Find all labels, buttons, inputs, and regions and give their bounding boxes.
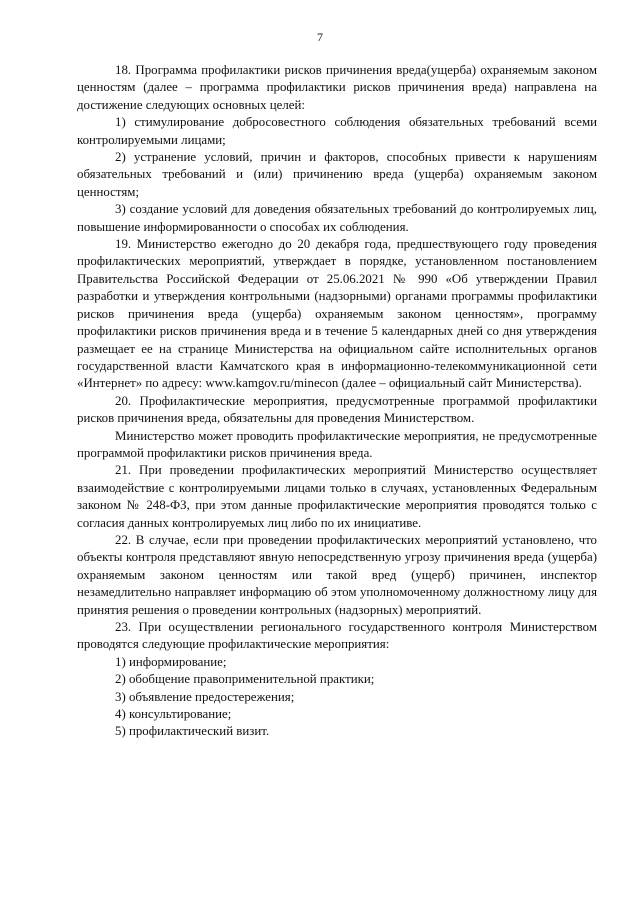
paragraph-18-item-2: 2) устранение условий, причин и факторов, способных привести к нарушениям обязательных требований и (или) причинению вреда (ущерба) охраняемым законом ценностям;: [77, 150, 597, 199]
paragraph-21: 21. При проведении профилактических мероприятий Министерство осуществляет взаимодействие с контролируемыми лицами только в случаях, установленных Федеральным законом № 248-ФЗ, при этом данные профилактические мероприятия проводятся только с согласия данных контролируемых лиц либо по их инициативе.: [77, 463, 597, 530]
paragraph-19: 19. Министерство ежегодно до 20 декабря года, предшествующего году проведения профилактических мероприятий, утверждает в порядке, установленном постановлением Правительства Российской Федерации от 25.06.2021 № 990 «Об утверждении Правил разработки и утверждения контрольными (надзорными) органами программы профилактики рисков причинения вреда (ущерба) охраняемым законом ценностям», программу профилактики рисков причинения вреда и в течение 5 календарных дней со дня утверждения размещает ее на странице Министерства на официальном сайте исполнительных органов государственной власти Камчатского края в информационно-телекоммуникационной сети «Интернет» по адресу: www.kamgov.ru/minecon (далее – официальный сайт Министерства).: [77, 237, 597, 391]
paragraph-18: 18. Программа профилактики рисков причинения вреда(ущерба) охраняемым законом ценностям (далее – программа профилактики рисков причинения вреда) направлена на достижение следующих основных целей:: [77, 63, 597, 112]
paragraph-23-item-5: 5) профилактический визит.: [115, 724, 270, 739]
paragraph-23-item-1: 1) информирование;: [115, 654, 227, 669]
paragraph-23: 23. При осуществлении регионального государственного контроля Министерством проводятся следующие профилактические мероприятия:: [77, 620, 597, 652]
paragraph-20-note: Министерство может проводить профилактические мероприятия, не предусмотренные программой профилактики рисков причинения вреда.: [77, 428, 597, 460]
document-body: [77, 62, 597, 741]
paragraph-20: 20. Профилактические мероприятия, предусмотренные программой профилактики рисков причинения вреда, обязательны для проведения Министерством.: [77, 393, 597, 426]
page-number: 7: [317, 30, 323, 44]
paragraph-23-item-4: 4) консультирование;: [115, 707, 232, 722]
paragraph-22: 22. В случае, если при проведении профилактических мероприятий установлено, что объекты контроля представляют явную непосредственную угрозу причинения вреда (ущерба) охраняемым законом ценностям или такой вред (ущерб) причинен, инспектор незамедлительно направляет информацию об этом уполномоченному должностному лицу для принятия решения о проведении контрольных (надзорных) мероприятий.: [77, 532, 597, 617]
paragraph-23-item-3: 3) объявление предостережения;: [115, 689, 295, 704]
paragraph-23-item-2: 2) обобщение правоприменительной практики;: [115, 672, 375, 687]
paragraph-18-item-1: 1) стимулирование добросовестного соблюдения обязательных требований всеми контролируемыми лицами;: [77, 115, 597, 147]
paragraph-18-item-3: 3) создание условий для доведения обязательных требований до контролируемых лиц, повышение информированности о способах их соблюдения.: [77, 202, 597, 234]
